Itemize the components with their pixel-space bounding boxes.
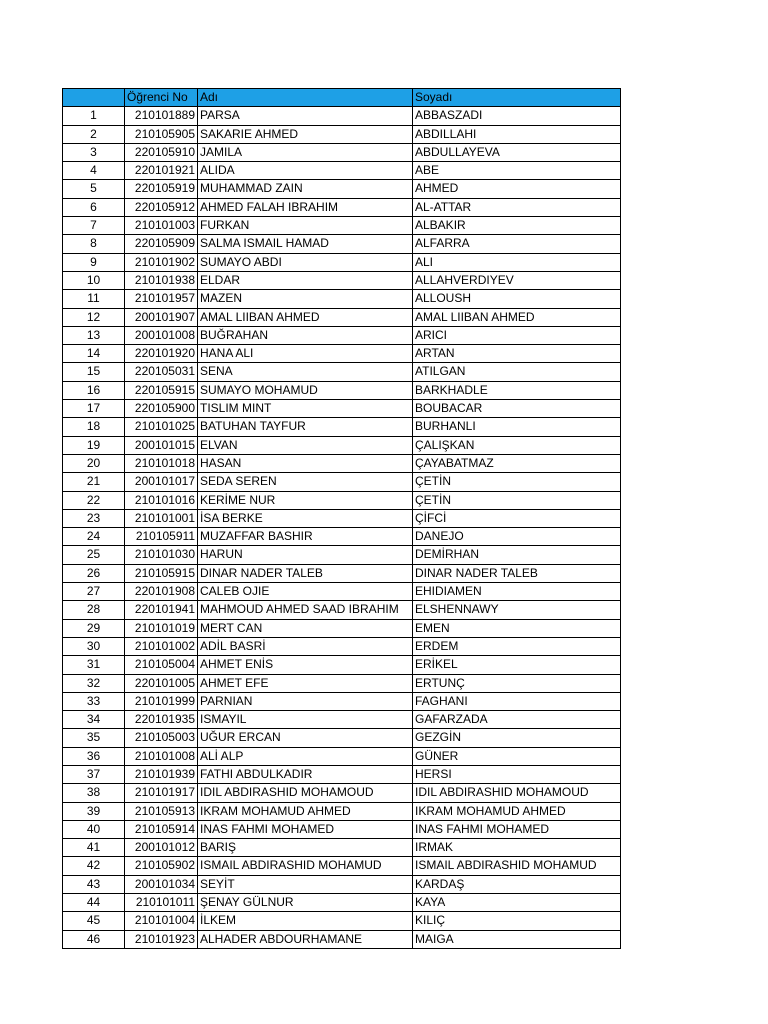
first-name: FURKAN bbox=[198, 217, 413, 235]
last-name: GEZGİN bbox=[413, 729, 621, 747]
last-name: IKRAM MOHAMUD AHMED bbox=[413, 802, 621, 820]
row-index: 30 bbox=[63, 637, 125, 655]
table-row bbox=[63, 473, 621, 491]
last-name: GAFARZADA bbox=[413, 711, 621, 729]
last-name: INAS FAHMI MOHAMED bbox=[413, 820, 621, 838]
first-name: ISMAYIL bbox=[198, 711, 413, 729]
row-index: 19 bbox=[63, 436, 125, 454]
student-no: 220105915 bbox=[125, 381, 198, 399]
table-row bbox=[63, 454, 621, 472]
first-name: ALIDA bbox=[198, 162, 413, 180]
row-index: 32 bbox=[63, 674, 125, 692]
last-name: DEMİRHAN bbox=[413, 546, 621, 564]
table-row bbox=[63, 180, 621, 198]
last-name: BARKHADLE bbox=[413, 381, 621, 399]
student-no: 210105902 bbox=[125, 857, 198, 875]
last-name: ALI bbox=[413, 253, 621, 271]
student-no: 220105912 bbox=[125, 198, 198, 216]
first-name: CALEB OJIE bbox=[198, 583, 413, 601]
table-row bbox=[63, 875, 621, 893]
row-index: 26 bbox=[63, 564, 125, 582]
header-row bbox=[63, 89, 621, 107]
table-row bbox=[63, 271, 621, 289]
table-row bbox=[63, 839, 621, 857]
student-no: 200101907 bbox=[125, 308, 198, 326]
table-row bbox=[63, 491, 621, 509]
row-index: 3 bbox=[63, 143, 125, 161]
student-no: 210101019 bbox=[125, 619, 198, 637]
last-name: ÇETİN bbox=[413, 491, 621, 509]
student-no: 210101001 bbox=[125, 509, 198, 527]
student-no: 210101003 bbox=[125, 217, 198, 235]
table-row bbox=[63, 363, 621, 381]
table-row bbox=[63, 107, 621, 125]
table-row bbox=[63, 765, 621, 783]
student-no: 210101011 bbox=[125, 894, 198, 912]
last-name: ALLOUSH bbox=[413, 290, 621, 308]
header-last-name: Soyadı bbox=[413, 89, 621, 107]
table-row bbox=[63, 894, 621, 912]
table-row bbox=[63, 601, 621, 619]
student-no: 220101941 bbox=[125, 601, 198, 619]
row-index: 8 bbox=[63, 235, 125, 253]
table-row bbox=[63, 747, 621, 765]
student-no: 200101015 bbox=[125, 436, 198, 454]
table-row bbox=[63, 235, 621, 253]
row-index: 43 bbox=[63, 875, 125, 893]
last-name: ÇAYABATMAZ bbox=[413, 454, 621, 472]
last-name: AMAL LIIBAN AHMED bbox=[413, 308, 621, 326]
first-name: SUMAYO ABDI bbox=[198, 253, 413, 271]
row-index: 12 bbox=[63, 308, 125, 326]
student-no: 220101921 bbox=[125, 162, 198, 180]
student-no: 210101999 bbox=[125, 692, 198, 710]
table-row bbox=[63, 308, 621, 326]
last-name: KILIÇ bbox=[413, 912, 621, 930]
first-name: IDIL ABDIRASHID MOHAMOUD bbox=[198, 784, 413, 802]
table-row bbox=[63, 290, 621, 308]
row-index: 5 bbox=[63, 180, 125, 198]
table-row bbox=[63, 802, 621, 820]
student-no: 210101939 bbox=[125, 765, 198, 783]
last-name: KARDAŞ bbox=[413, 875, 621, 893]
table-row bbox=[63, 857, 621, 875]
student-no: 210101957 bbox=[125, 290, 198, 308]
last-name: DINAR NADER TALEB bbox=[413, 564, 621, 582]
first-name: HANA ALI bbox=[198, 345, 413, 363]
row-index: 27 bbox=[63, 583, 125, 601]
student-no: 210101008 bbox=[125, 747, 198, 765]
table-row bbox=[63, 820, 621, 838]
student-no: 210101938 bbox=[125, 271, 198, 289]
row-index: 15 bbox=[63, 363, 125, 381]
first-name: INAS FAHMI MOHAMED bbox=[198, 820, 413, 838]
row-index: 13 bbox=[63, 326, 125, 344]
table-row bbox=[63, 619, 621, 637]
first-name: BATUHAN TAYFUR bbox=[198, 418, 413, 436]
table-row bbox=[63, 125, 621, 143]
last-name: AL-ATTAR bbox=[413, 198, 621, 216]
first-name: SEYİT bbox=[198, 875, 413, 893]
table-row bbox=[63, 253, 621, 271]
row-index: 33 bbox=[63, 692, 125, 710]
last-name: ABE bbox=[413, 162, 621, 180]
row-index: 6 bbox=[63, 198, 125, 216]
first-name: KERİME NUR bbox=[198, 491, 413, 509]
student-no: 210105915 bbox=[125, 564, 198, 582]
student-no: 210105913 bbox=[125, 802, 198, 820]
first-name: AHMET EFE bbox=[198, 674, 413, 692]
table-row bbox=[63, 418, 621, 436]
first-name: MAZEN bbox=[198, 290, 413, 308]
row-index: 31 bbox=[63, 656, 125, 674]
first-name: SAKARIE AHMED bbox=[198, 125, 413, 143]
student-no: 210101917 bbox=[125, 784, 198, 802]
table-row bbox=[63, 345, 621, 363]
row-index: 14 bbox=[63, 345, 125, 363]
table-row bbox=[63, 637, 621, 655]
last-name: ELSHENNAWY bbox=[413, 601, 621, 619]
last-name: FAGHANI bbox=[413, 692, 621, 710]
student-no: 210101902 bbox=[125, 253, 198, 271]
row-index: 18 bbox=[63, 418, 125, 436]
table-row bbox=[63, 930, 621, 948]
student-no: 210101030 bbox=[125, 546, 198, 564]
first-name: İLKEM bbox=[198, 912, 413, 930]
first-name: ALHADER ABDOURHAMANE bbox=[198, 930, 413, 948]
row-index: 36 bbox=[63, 747, 125, 765]
first-name: ADİL BASRİ bbox=[198, 637, 413, 655]
student-no: 210101016 bbox=[125, 491, 198, 509]
first-name: SEDA SEREN bbox=[198, 473, 413, 491]
first-name: ŞENAY GÜLNUR bbox=[198, 894, 413, 912]
table-row bbox=[63, 143, 621, 161]
first-name: BUĞRAHAN bbox=[198, 326, 413, 344]
row-index: 34 bbox=[63, 711, 125, 729]
student-list-table bbox=[62, 88, 621, 949]
table-row bbox=[63, 162, 621, 180]
table-row bbox=[63, 400, 621, 418]
last-name: KAYA bbox=[413, 894, 621, 912]
last-name: ÇİFCİ bbox=[413, 509, 621, 527]
student-no: 210105003 bbox=[125, 729, 198, 747]
row-index: 24 bbox=[63, 528, 125, 546]
first-name: ALİ ALP bbox=[198, 747, 413, 765]
student-no: 220101908 bbox=[125, 583, 198, 601]
student-no: 210101025 bbox=[125, 418, 198, 436]
table-row bbox=[63, 198, 621, 216]
row-index: 21 bbox=[63, 473, 125, 491]
table-row bbox=[63, 692, 621, 710]
first-name: PARNIAN bbox=[198, 692, 413, 710]
row-index: 11 bbox=[63, 290, 125, 308]
last-name: BOUBACAR bbox=[413, 400, 621, 418]
row-index: 2 bbox=[63, 125, 125, 143]
student-no: 210105004 bbox=[125, 656, 198, 674]
first-name: SUMAYO MOHAMUD bbox=[198, 381, 413, 399]
row-index: 7 bbox=[63, 217, 125, 235]
table-row bbox=[63, 509, 621, 527]
first-name: DINAR NADER TALEB bbox=[198, 564, 413, 582]
student-no: 200101034 bbox=[125, 875, 198, 893]
last-name: ÇALIŞKAN bbox=[413, 436, 621, 454]
student-no: 210101018 bbox=[125, 454, 198, 472]
last-name: IDIL ABDIRASHID MOHAMOUD bbox=[413, 784, 621, 802]
row-index: 44 bbox=[63, 894, 125, 912]
first-name: UĞUR ERCAN bbox=[198, 729, 413, 747]
table-row bbox=[63, 729, 621, 747]
last-name: ARTAN bbox=[413, 345, 621, 363]
first-name: HASAN bbox=[198, 454, 413, 472]
student-no: 220105919 bbox=[125, 180, 198, 198]
first-name: MUHAMMAD ZAIN bbox=[198, 180, 413, 198]
first-name: MUZAFFAR BASHIR bbox=[198, 528, 413, 546]
student-no: 220105909 bbox=[125, 235, 198, 253]
row-index: 35 bbox=[63, 729, 125, 747]
last-name: ALLAHVERDIYEV bbox=[413, 271, 621, 289]
table-row bbox=[63, 912, 621, 930]
student-no: 220101920 bbox=[125, 345, 198, 363]
row-index: 29 bbox=[63, 619, 125, 637]
last-name: HERSI bbox=[413, 765, 621, 783]
student-no: 220101935 bbox=[125, 711, 198, 729]
row-index: 23 bbox=[63, 509, 125, 527]
student-no: 210105911 bbox=[125, 528, 198, 546]
table-row bbox=[63, 674, 621, 692]
header-student-no: Öğrenci No bbox=[125, 89, 198, 107]
row-index: 42 bbox=[63, 857, 125, 875]
last-name: EHIDIAMEN bbox=[413, 583, 621, 601]
table-row bbox=[63, 656, 621, 674]
last-name: MAIGA bbox=[413, 930, 621, 948]
row-index: 39 bbox=[63, 802, 125, 820]
table-row bbox=[63, 326, 621, 344]
first-name: JAMILA bbox=[198, 143, 413, 161]
student-no: 210101923 bbox=[125, 930, 198, 948]
table-row bbox=[63, 546, 621, 564]
student-no: 210101002 bbox=[125, 637, 198, 655]
last-name: ISMAIL ABDIRASHID MOHAMUD bbox=[413, 857, 621, 875]
last-name: ALFARRA bbox=[413, 235, 621, 253]
row-index: 1 bbox=[63, 107, 125, 125]
row-index: 25 bbox=[63, 546, 125, 564]
table-row bbox=[63, 381, 621, 399]
last-name: ATILGAN bbox=[413, 363, 621, 381]
first-name: ELDAR bbox=[198, 271, 413, 289]
first-name: BARIŞ bbox=[198, 839, 413, 857]
last-name: GÜNER bbox=[413, 747, 621, 765]
last-name: ÇETİN bbox=[413, 473, 621, 491]
header-first-name: Adı bbox=[198, 89, 413, 107]
last-name: ALBAKIR bbox=[413, 217, 621, 235]
last-name: ERDEM bbox=[413, 637, 621, 655]
table-row bbox=[63, 564, 621, 582]
last-name: ARICI bbox=[413, 326, 621, 344]
first-name: FATHI ABDULKADIR bbox=[198, 765, 413, 783]
row-index: 40 bbox=[63, 820, 125, 838]
first-name: SALMA ISMAIL HAMAD bbox=[198, 235, 413, 253]
row-index: 17 bbox=[63, 400, 125, 418]
first-name: HARUN bbox=[198, 546, 413, 564]
first-name: AHMED FALAH IBRAHIM bbox=[198, 198, 413, 216]
student-no: 210105914 bbox=[125, 820, 198, 838]
row-index: 22 bbox=[63, 491, 125, 509]
table-row bbox=[63, 784, 621, 802]
table-row bbox=[63, 217, 621, 235]
row-index: 37 bbox=[63, 765, 125, 783]
first-name: ELVAN bbox=[198, 436, 413, 454]
row-index: 45 bbox=[63, 912, 125, 930]
student-no: 210101004 bbox=[125, 912, 198, 930]
student-no: 220105031 bbox=[125, 363, 198, 381]
row-index: 4 bbox=[63, 162, 125, 180]
first-name: İSA BERKE bbox=[198, 509, 413, 527]
table-body bbox=[63, 107, 621, 949]
table-row bbox=[63, 711, 621, 729]
table-row bbox=[63, 528, 621, 546]
first-name: MAHMOUD AHMED SAAD IBRAHIM bbox=[198, 601, 413, 619]
student-no: 210105905 bbox=[125, 125, 198, 143]
first-name: PARSA bbox=[198, 107, 413, 125]
student-no: 220105910 bbox=[125, 143, 198, 161]
student-no: 220101005 bbox=[125, 674, 198, 692]
student-no: 220105900 bbox=[125, 400, 198, 418]
first-name: AHMET ENİS bbox=[198, 656, 413, 674]
row-index: 16 bbox=[63, 381, 125, 399]
table-row bbox=[63, 583, 621, 601]
student-no: 210101889 bbox=[125, 107, 198, 125]
last-name: AHMED bbox=[413, 180, 621, 198]
row-index: 41 bbox=[63, 839, 125, 857]
first-name: MERT CAN bbox=[198, 619, 413, 637]
first-name: AMAL LIIBAN AHMED bbox=[198, 308, 413, 326]
last-name: DANEJO bbox=[413, 528, 621, 546]
student-no: 200101008 bbox=[125, 326, 198, 344]
row-index: 10 bbox=[63, 271, 125, 289]
last-name: ERTUNÇ bbox=[413, 674, 621, 692]
student-no: 200101012 bbox=[125, 839, 198, 857]
row-index: 38 bbox=[63, 784, 125, 802]
first-name: ISMAIL ABDIRASHID MOHAMUD bbox=[198, 857, 413, 875]
first-name: SENA bbox=[198, 363, 413, 381]
last-name: ERİKEL bbox=[413, 656, 621, 674]
row-index: 46 bbox=[63, 930, 125, 948]
last-name: ABDILLAHI bbox=[413, 125, 621, 143]
last-name: IRMAK bbox=[413, 839, 621, 857]
header-index bbox=[63, 89, 125, 107]
last-name: EMEN bbox=[413, 619, 621, 637]
student-no: 200101017 bbox=[125, 473, 198, 491]
first-name: IKRAM MOHAMUD AHMED bbox=[198, 802, 413, 820]
last-name: BURHANLI bbox=[413, 418, 621, 436]
row-index: 20 bbox=[63, 454, 125, 472]
table-row bbox=[63, 436, 621, 454]
last-name: ABDULLAYEVA bbox=[413, 143, 621, 161]
last-name: ABBASZADI bbox=[413, 107, 621, 125]
row-index: 28 bbox=[63, 601, 125, 619]
first-name: TISLIM MINT bbox=[198, 400, 413, 418]
row-index: 9 bbox=[63, 253, 125, 271]
